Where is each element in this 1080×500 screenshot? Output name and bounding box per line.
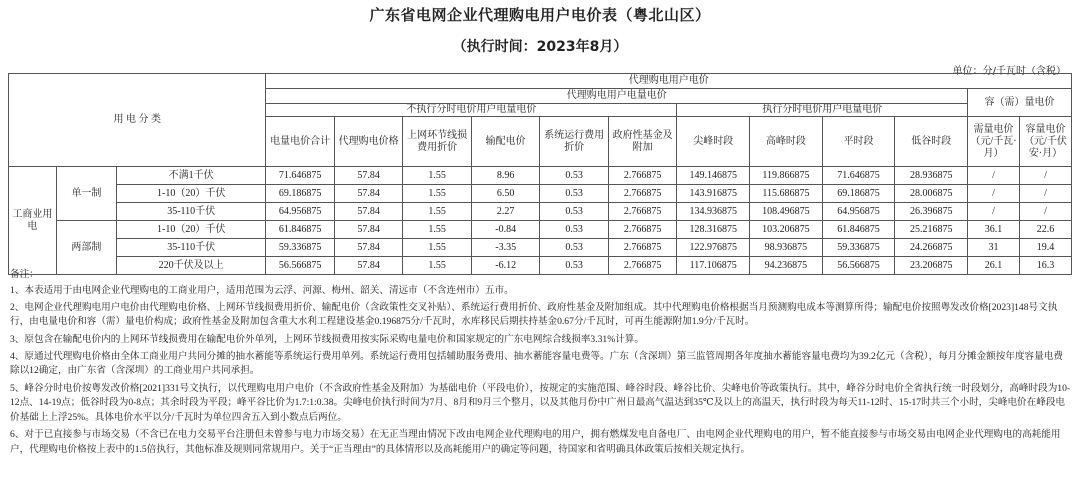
notes-label: 备注： (10, 269, 39, 280)
table-cell: 2.766875 (608, 185, 677, 203)
group-label-single: 单一制 (56, 167, 116, 221)
table-cell: 59.336875 (266, 239, 335, 257)
table-row (9, 203, 1072, 221)
table-cell: 2.766875 (608, 167, 677, 185)
col-header: 代理购电价格 (334, 117, 403, 167)
table-cell: -0.84 (471, 221, 540, 239)
table-cell: 64.956875 (266, 203, 335, 221)
row-label: 1-10（20）千伏 (116, 185, 265, 203)
table-row (9, 185, 1072, 203)
table-cell: -6.12 (471, 257, 540, 275)
table-cell: 64.956875 (822, 203, 895, 221)
table-cell: 2.766875 (608, 257, 677, 275)
row-label: 35-110千伏 (116, 239, 265, 257)
table-cell: 31 (968, 239, 1020, 257)
note-item: 4、原通过代理购电价格由全体工商业用户共同分摊的抽水蓄能等系统运行费用单列。系统运行费用包括辅助服务费用、抽水蓄能容量电费等。广东（含深圳）第三监管周期各年度抽水蓄能容量电费均为39.2亿元（含税），每月分摊金额按年度容量电费除以12确定，由广东省（含深圳）的工商业用户共同承担。 (10, 350, 1063, 377)
table-cell: 0.53 (540, 185, 609, 203)
table-cell: 69.186875 (822, 185, 895, 203)
price-table (8, 73, 1072, 275)
table-cell: 61.846875 (822, 221, 895, 239)
table-cell: / (968, 203, 1020, 221)
table-cell: 28.006875 (895, 185, 968, 203)
table-cell: 122.976875 (677, 239, 750, 257)
note-item: 3、原包含在输配电价内的上网环节线损费用在输配电价外单列，上网环节线损费用按实际采购电量电价和国家规定的广东电网综合线损率3.31%计算。 (10, 333, 644, 345)
table-cell: 16.3 (1019, 257, 1071, 275)
table-cell: 2.766875 (608, 239, 677, 257)
header-capacity: 容（需）量电价 (968, 89, 1072, 117)
table-cell: 2.766875 (608, 221, 677, 239)
header-category: 用 电 分 类 (9, 74, 266, 167)
header-tou: 执行分时电价用户电量电价 (677, 104, 968, 117)
col-header: 系统运行费用折价 (540, 117, 609, 167)
table-cell: 19.4 (1019, 239, 1071, 257)
note-item: 6、对于已直接参与市场交易（不含已在电力交易平台注册但未曾参与电力市场交易）在无正当理由情况下改由电网企业代理购电的用户，拥有燃煤发电自备电厂、由电网企业代理购电的用户，暂不能直接参与市场交易由电网企业代理购电的高耗能用户，代理购电价格按上表中的1.5倍执行，其他标准及规则同常规用户。关于“正当理由”的具体情形以及高耗能用户的确定等问题，待国家和省明确具体政策后按相关规定执行。 (10, 428, 1061, 455)
group-label-main: 工商业用电 (9, 167, 57, 275)
table-cell: 98.936875 (750, 239, 823, 257)
col-header: 平时段 (822, 117, 895, 167)
table-cell: 23.206875 (895, 257, 968, 275)
row-label: 1-10（20）千伏 (116, 221, 265, 239)
table-cell: 56.566875 (266, 257, 335, 275)
table-cell: 103.206875 (750, 221, 823, 239)
table-cell: 1.55 (403, 185, 472, 203)
table-cell: 2.766875 (608, 203, 677, 221)
table-cell: 94.236875 (750, 257, 823, 275)
col-header: 需量电价（元/千瓦·月） (968, 117, 1020, 167)
note-item: 2、电网企业代理购电用户电价由代理购电价格、上网环节线损费用折价、输配电价（含政策性交叉补贴）、系统运行费用折价、政府性基金及附加组成。其中代理购电价格根据当月预测购电成本等测算所得；输配电价按照粤发改价格[2023]148号文执行，由电量电价和容（需）量电价构成；政府性基金及附加包含重大水利工程建设基金0.196875分/千瓦时，水库移民后期扶持基金0.67分/千瓦时，可再生能源附加1.9分/千瓦时。 (10, 301, 1058, 328)
col-header: 电量电价合计 (266, 117, 335, 167)
table-cell: 57.84 (334, 167, 403, 185)
table-cell: 57.84 (334, 185, 403, 203)
col-header: 输配电价 (471, 117, 540, 167)
table-cell: 1.55 (403, 203, 472, 221)
table-cell: 115.686875 (750, 185, 823, 203)
unit-label: 单位：分/千瓦时（含税） (952, 66, 1066, 77)
table-cell: 1.55 (403, 239, 472, 257)
table-cell: 57.84 (334, 257, 403, 275)
table-row (9, 239, 1072, 257)
header-proxy-price: 代理购电用户电价 (266, 74, 1072, 89)
col-header: 容量电价（元/千伏安·月） (1019, 117, 1071, 167)
col-header: 尖峰时段 (677, 117, 750, 167)
table-cell: 128.316875 (677, 221, 750, 239)
table-cell: 22.6 (1019, 221, 1071, 239)
table-cell: 149.146875 (677, 167, 750, 185)
note-item: 5、峰谷分时电价按粤发改价格[2021]331号文执行，以代理购电用户电价（不含政府性基金及附加）为基础电价（平段电价），按规定的实施范围、峰谷时段、峰谷比价、尖峰电价等政策执行。其中，峰谷分时电价全省执行统一时段划分，高峰时段为10-12点、14-19点；低谷时段为0-8点；其余时段为平段；峰平谷比价为1.7:1:0.38。尖峰电价执行时间为7月、8月和9月三个整月，以及其他月份中广州日最高气温达到35℃及以上的高温天，执行时段为每天11-12时、15-17时共三个小时，尖峰电价在峰段电价基础上上浮25%。具体电价水平以分/千瓦时为单位四舍五入到小数点后两位。 (10, 382, 1071, 423)
table-cell: 71.646875 (266, 167, 335, 185)
table-cell: 71.646875 (822, 167, 895, 185)
document-title: 广东省电网企业代理购电用户电价表（粤北山区） (369, 6, 711, 24)
table-cell: 8.96 (471, 167, 540, 185)
document-subtitle: （执行时间：2023年8月） (452, 39, 628, 55)
table-cell: 28.936875 (895, 167, 968, 185)
table-cell: 143.916875 (677, 185, 750, 203)
table-cell: 0.53 (540, 221, 609, 239)
table-cell: 61.846875 (266, 221, 335, 239)
table-cell: 108.496875 (750, 203, 823, 221)
row-label: 不满1千伏 (116, 167, 265, 185)
table-row (9, 221, 1072, 239)
table-cell: 119.866875 (750, 167, 823, 185)
table-cell: 59.336875 (822, 239, 895, 257)
col-header: 高峰时段 (750, 117, 823, 167)
header-non-tou: 不执行分时电价用户电量电价 (266, 104, 677, 117)
table-cell: / (968, 185, 1020, 203)
col-header: 低谷时段 (895, 117, 968, 167)
note-item: 1、本表适用于由电网企业代理购电的工商业用户，适用范围为云浮、河源、梅州、韶关、清远市（不含连州市）五市。 (10, 284, 514, 296)
table-cell: 0.53 (540, 239, 609, 257)
table-cell: 2.27 (471, 203, 540, 221)
table-cell: 0.53 (540, 257, 609, 275)
table-cell: 26.1 (968, 257, 1020, 275)
table-cell: -3.35 (471, 239, 540, 257)
row-label: 35-110千伏 (116, 203, 265, 221)
table-cell: 6.50 (471, 185, 540, 203)
table-cell: / (968, 167, 1020, 185)
table-row (9, 167, 1072, 185)
table-cell: 26.396875 (895, 203, 968, 221)
table-cell: 134.936875 (677, 203, 750, 221)
group-label-two: 两部制 (56, 221, 116, 275)
table-cell: 1.55 (403, 257, 472, 275)
table-cell: / (1019, 167, 1071, 185)
col-header: 政府性基金及附加 (608, 117, 677, 167)
table-cell: 0.53 (540, 167, 609, 185)
table-cell: 57.84 (334, 239, 403, 257)
table-cell: 24.266875 (895, 239, 968, 257)
table-cell: / (1019, 185, 1071, 203)
table-cell: 36.1 (968, 221, 1020, 239)
header-energy-price: 代理购电用户电量电价 (266, 89, 968, 104)
table-cell: 0.53 (540, 203, 609, 221)
table-cell: 57.84 (334, 221, 403, 239)
table-cell: 117.106875 (677, 257, 750, 275)
table-cell: 1.55 (403, 167, 472, 185)
table-cell: / (1019, 203, 1071, 221)
table-cell: 57.84 (334, 203, 403, 221)
table-cell: 56.566875 (822, 257, 895, 275)
notes-section (10, 268, 1072, 460)
table-cell: 25.216875 (895, 221, 968, 239)
row-label: 220千伏及以上 (116, 257, 265, 275)
col-header: 上网环节线损费用折价 (403, 117, 472, 167)
table-cell: 69.186875 (266, 185, 335, 203)
table-cell: 1.55 (403, 221, 472, 239)
